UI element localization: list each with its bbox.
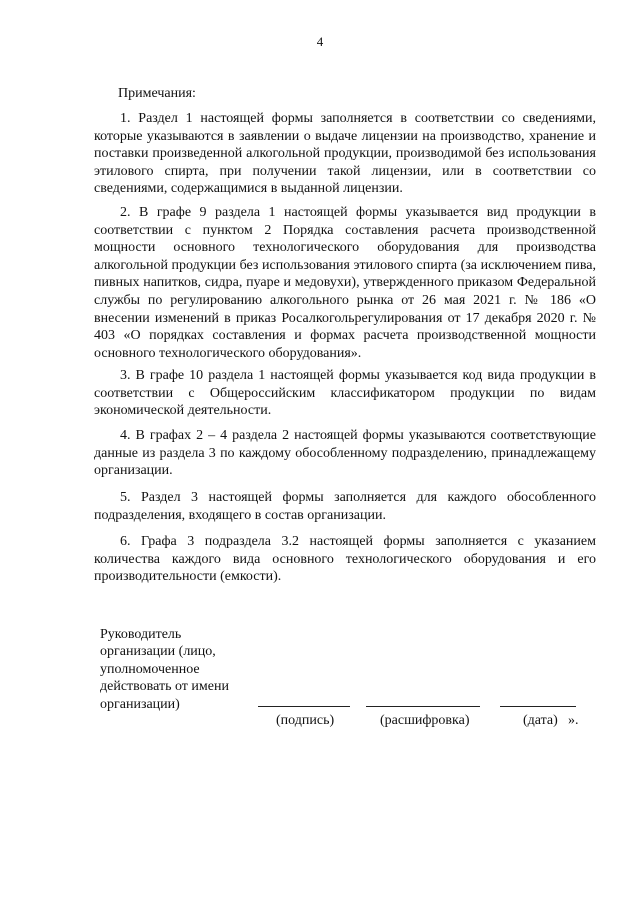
- decoding-line: [366, 706, 480, 707]
- page-number: 4: [316, 34, 324, 49]
- date-label: (дата): [523, 713, 558, 728]
- signer-line: уполномоченное: [100, 661, 200, 677]
- signature-line: [258, 706, 350, 707]
- note-paragraph-4: 4. В графах 2 – 4 раздела 2 настоящей формы указываются соответствующие данные из раздела 3 по каждому обособленному подразделению, принадлежащему организации.: [94, 428, 596, 479]
- note-paragraph-1: 1. Раздел 1 настоящей формы заполняется в соответствии со сведениями, которые указываются в заявлении о выдаче лицензии на производство, хранение и поставки произведенной алкогольной продукции, производимой без использования этилового спирта, при получении такой лицензии, или в соответствии со сведениями, содержащимися в выданной лицензии.: [94, 111, 596, 197]
- closing-quote: ».: [568, 713, 579, 728]
- signature-label: (подпись): [276, 713, 335, 728]
- signer-line: действовать от имени: [100, 679, 229, 695]
- signer-caption: [100, 626, 270, 713]
- date-line: [500, 706, 576, 707]
- note-paragraph-2: 2. В графе 9 раздела 1 настоящей формы указывается вид продукции в соответствии с пунктом 2 Порядка составления расчета производственной мощности основного технологического оборудования для производства алкогольной продукции без использования этилового спирта (за исключением пива, пивных напитков, сидра, пуаре и медовухи), утвержденного приказом Федеральной службы по регулированию алкогольного рынка от 26 мая 2021 г. № 186 «О внесении изменений в приказ Росалкогольрегулирования от 17 декабря 2020 г. № 403 «О порядках составления и формах расчета производственной мощности основного технологического оборудования».: [94, 205, 596, 361]
- signer-line: Руководитель: [100, 627, 182, 642]
- decoding-label: (расшифровка): [380, 713, 470, 728]
- note-paragraph-3: 3. В графе 10 раздела 1 настоящей формы указывается код вида продукции в соответствии с Общероссийским классификатором продукции по видам экономической деятельности.: [94, 368, 596, 419]
- signer-line: организации (лицо,: [100, 644, 216, 660]
- signer-line: организации): [100, 696, 180, 712]
- note-paragraph-6: 6. Графа 3 подраздела 3.2 настоящей формы заполняется с указанием количества каждого вида основного технологического оборудования и его производительности (емкости).: [94, 534, 596, 585]
- note-paragraph-5: 5. Раздел 3 настоящей формы заполняется для каждого обособленного подразделения, входящего в состав организации.: [94, 490, 596, 523]
- notes-heading: Примечания:: [118, 86, 196, 101]
